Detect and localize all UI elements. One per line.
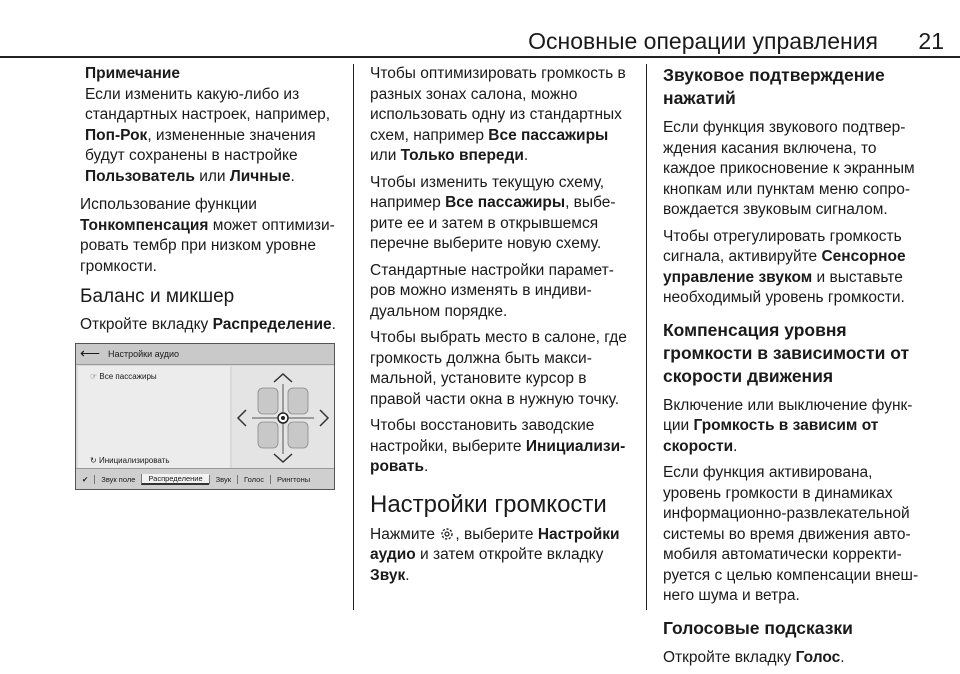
section-heading: Компенсация уровня громкости в зависимости от скорости движения: [663, 319, 910, 386]
screenshot-title-bar: [76, 344, 334, 365]
up-chevron-icon: [274, 374, 292, 382]
paragraph: Нажмите , выберите Настройки аудио и затем откройте вкладку Звук.: [370, 525, 620, 584]
screenshot-list-panel: [78, 366, 230, 470]
column-divider: [353, 64, 354, 610]
header-divider: [0, 56, 960, 58]
paragraph: Чтобы выбрать место в салоне, где громкость должна быть макси-мальной, установите курсор в правой части окна в нужную точку.: [370, 329, 627, 408]
back-arrow-icon: ⟵: [80, 345, 101, 361]
column-right: [663, 64, 928, 674]
screenshot-reset-item: ↻ Инициализировать: [90, 456, 170, 465]
paragraph: Откройте вкладку Голос.: [663, 648, 845, 666]
reset-icon: ↻: [90, 456, 97, 465]
note-text: Если изменить какую-либо из стандартных настроек, например, Поп-Рок, измененные значения будут сохранены в настройке Пользователь или Личные.: [85, 85, 330, 185]
screenshot-tab: Звук поле: [94, 475, 141, 484]
column-middle: [370, 64, 635, 592]
paragraph: Чтобы отрегулировать громкость сигнала, активируйте Сенсорное управление звуком и выставьте необходимый уровень громкости.: [663, 227, 906, 306]
hand-pointer-icon: ☞: [90, 372, 98, 381]
checkmark-icon: ✔: [82, 474, 89, 484]
page-title: Основные операции управления: [528, 28, 878, 54]
note-block: [80, 64, 342, 187]
screenshot-tab-bar: [76, 468, 334, 489]
right-chevron-icon: [320, 410, 328, 426]
note-title: Примечание: [85, 65, 180, 82]
page-header: [0, 0, 960, 56]
screenshot-selected-scheme: ☞ Все пассажиры: [90, 372, 157, 381]
settings-gear-icon: [439, 526, 455, 542]
paragraph: Откройте вкладку Распределение.: [80, 316, 336, 333]
column-divider: [646, 64, 647, 610]
screenshot-seat-map: [232, 366, 334, 470]
screenshot-tab: Рингтоны: [270, 475, 316, 484]
screenshot-tab-active: Распределение: [141, 474, 208, 485]
section-heading: Голосовые подсказки: [663, 617, 853, 638]
page-number: 21: [918, 28, 944, 54]
screenshot-tab: Голос: [237, 475, 270, 484]
section-heading: Настройки громкости: [370, 490, 607, 518]
paragraph: Чтобы изменить текущую схему, например Все пассажиры, выбе-рите ее и затем в открывшемся перечне выберите новую схему.: [370, 173, 616, 252]
paragraph: Если функция активирована, уровень громкости в динамиках информационно-развлекательной системы во время движения авто-мобиля автоматически корректи-руется с целью компенсации внеш-него шума и ветра.: [663, 464, 919, 604]
section-heading: Баланс и микшер: [80, 286, 235, 307]
paragraph: Включение или выключение функ-ции Громкость в зависим от скорости.: [663, 396, 913, 455]
left-chevron-icon: [238, 410, 246, 426]
screenshot-title: Настройки аудио: [108, 349, 180, 359]
paragraph: Если функция звукового подтвер-ждения касания включена, то каждое прикосновение к экранным кнопкам или пунктам меню сопро-вождается звуковым сигналом.: [663, 119, 915, 218]
paragraph: Использование функции Тонкомпенсация может оптимизи-ровать тембр при низком уровне громкости.: [80, 196, 335, 275]
down-chevron-icon: [274, 454, 292, 462]
column-left: [80, 64, 342, 342]
paragraph: Чтобы восстановить заводские настройки, выберите Инициализи-ровать.: [370, 417, 626, 475]
screenshot-tab: Звук: [209, 475, 237, 484]
section-heading: Звуковое подтверждение нажатий: [663, 65, 885, 108]
paragraph: Стандартные настройки парамет-ров можно изменять в индиви-дуальном порядке.: [370, 261, 614, 320]
audio-settings-screenshot: [75, 343, 335, 490]
paragraph: Чтобы оптимизировать громкость в разных зонах салона, можно использовать одну из стандартных схем, например Все пассажиры или Только впереди.: [370, 65, 626, 164]
